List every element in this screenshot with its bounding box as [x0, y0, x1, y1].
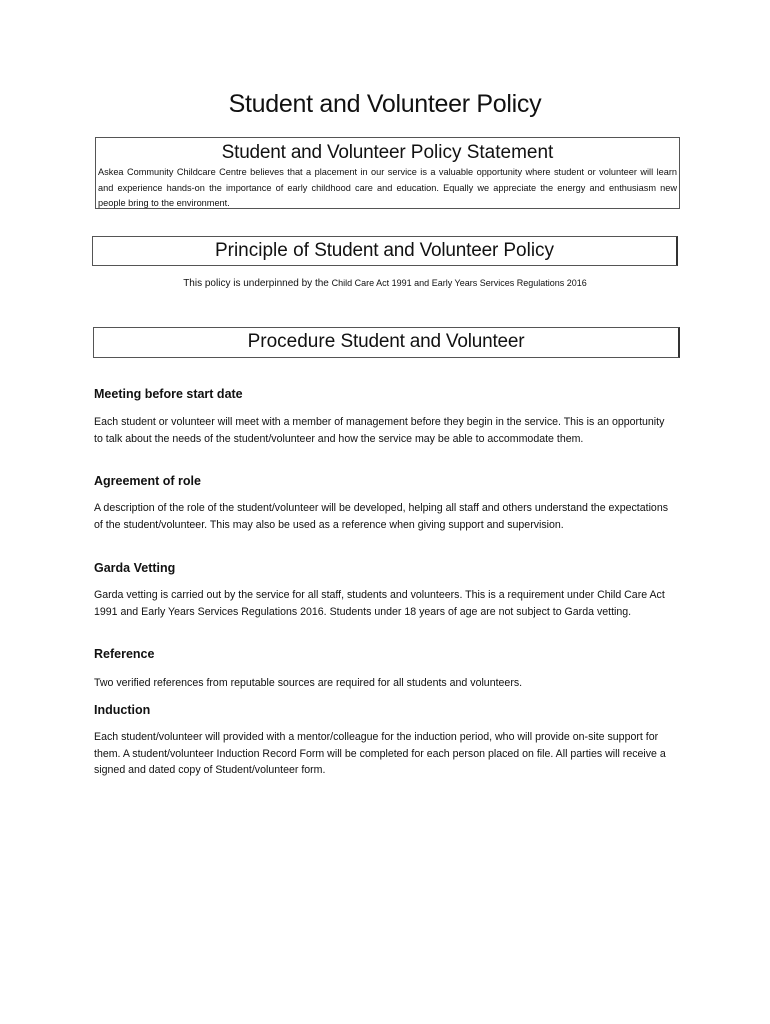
principle-heading-post: Policy: [503, 240, 555, 261]
principle-heading-pre: Principle of: [214, 240, 309, 261]
procedure-heading-pre: Procedure: [247, 331, 336, 352]
section-body-induction: Each student/volunteer will provided with a mentor/colleague for the induction period, who will provide on-site support for them. A student/volunteer Induction Record Form will be completed for each person placed on file. All parties will receive a signed and dated copy of Student/volunteer form.: [94, 731, 666, 776]
policy-statement-box: [95, 137, 680, 209]
policy-statement-heading-strong: Student and Volunteer: [221, 142, 406, 163]
section-title-agreement: Agreement of role: [94, 474, 201, 488]
section-body-agreement: A description of the role of the student/volunteer will be developed, helping all staff and others understand the expectations of the student/volunteer. This may also be used as a reference when giving support and supervision.: [94, 502, 669, 531]
section-body-garda: Garda vetting is carried out by the service for all staff, students and volunteers. This is a requirement under Child Care Act 1991 and Early Years Services Regulations 2016. Students under 18 years of age are not subject to Garda vetting.: [94, 589, 665, 618]
section-title-reference: Reference: [94, 647, 155, 661]
policy-statement-body: Askea Community Childcare Centre believes that a placement in our service is a valuable opportunity where student or volunteer will learn and experience hands-on the importance of early childhood care and education. Equally we appreciate the energy and enthusiasm new people bring to the environment.: [98, 167, 677, 208]
underpinned-text: This policy is underpinned by the: [183, 278, 329, 289]
procedure-heading: [94, 328, 678, 356]
document-title: Student and Volunteer Policy: [228, 90, 542, 118]
underpinned-acts: Child Care Act 1991 and Early Years Services Regulations 2016: [331, 278, 587, 288]
principle-box: [92, 236, 678, 266]
policy-statement-heading: [96, 141, 679, 165]
policy-statement-heading-rest: Policy Statement: [410, 142, 554, 163]
principle-heading-strong: Student and Volunteer: [314, 240, 499, 261]
section-title-meeting: Meeting before start date: [94, 387, 243, 401]
underpinned-statement: [0, 278, 770, 289]
section-title-garda: Garda Vetting: [94, 561, 176, 575]
section-title-induction: Induction: [94, 703, 151, 717]
section-body-meeting: Each student or volunteer will meet with a member of management before they begin in the service. This is an opportunity to talk about the needs of the student/volunteer and how the service may be able to accommodate them.: [94, 416, 665, 445]
section-body-reference: Two verified references from reputable sources are required for all students and volunteers.: [94, 677, 523, 689]
procedure-box: [93, 327, 680, 358]
procedure-heading-strong: Student and Volunteer: [340, 331, 525, 352]
principle-heading: [93, 237, 676, 265]
